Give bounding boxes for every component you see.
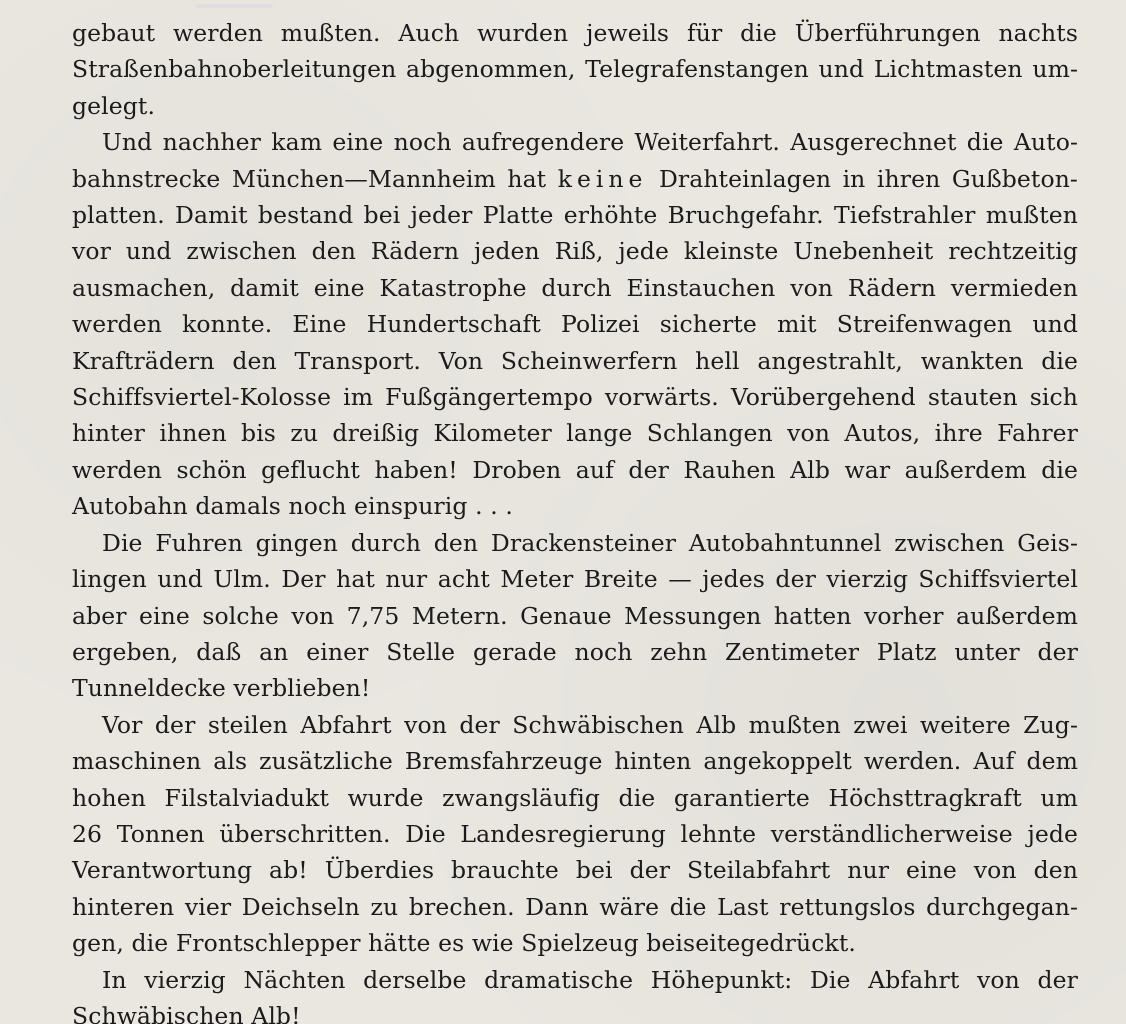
text-segment: bahnstrecke München—Mannheim hat xyxy=(72,164,547,193)
text-segment: Drahteinlagen in ihren Gußbeton- xyxy=(658,164,1078,193)
text-line: 26 Tonnen überschritten. Die Landesregierung lehnte verständlicherweise jede xyxy=(72,819,1078,848)
text-line: aber eine solche von 7,75 Metern. Genaue Messungen hatten vorher außerdem xyxy=(72,601,1078,630)
paragraph-5 xyxy=(72,962,1078,1024)
text-line: Autobahn damals noch einspurig . . . xyxy=(72,492,513,521)
text-line-with-emphasis xyxy=(72,161,1078,197)
text-line: Und nachher kam eine noch aufregendere Weiterfahrt. Ausgerechnet die Auto- xyxy=(102,128,1078,157)
paragraph-4 xyxy=(72,707,1078,962)
text-line: platten. Damit bestand bei jeder Platte erhöhte Bruchgefahr. Tiefstrahler mußten xyxy=(72,201,1078,230)
text-line: vor und zwischen den Rädern jeden Riß, jede kleinste Unebenheit rechtzeitig xyxy=(72,237,1078,266)
text-line: ergeben, daß an einer Stelle gerade noch zehn Zentimeter Platz unter der xyxy=(72,637,1078,666)
text-column xyxy=(72,15,1078,1024)
text-line: Verantwortung ab! Überdies brauchte bei der Steilabfahrt nur eine von den xyxy=(72,856,1078,885)
text-line: Schwäbischen Alb! xyxy=(72,1001,301,1024)
emphasized-word: keine xyxy=(557,164,648,193)
text-line: In vierzig Nächten derselbe dramatische Höhepunkt: Die Abfahrt von der xyxy=(102,965,1078,994)
text-line: Vor der steilen Abfahrt von der Schwäbischen Alb mußten zwei weitere Zug- xyxy=(102,710,1078,739)
text-line: Schiffsviertel-Kolosse im Fußgängertempo vorwärts. Vorübergehend stauten sich xyxy=(72,383,1078,412)
paper-scuff-mark xyxy=(195,4,273,8)
text-line: Straßenbahnoberleitungen abgenommen, Telegrafenstangen und Lichtmasten um- xyxy=(72,55,1078,84)
text-line: werden konnte. Eine Hundertschaft Polizei sicherte mit Streifenwagen und xyxy=(72,310,1078,339)
text-line: Tunneldecke verblieben! xyxy=(72,674,371,703)
text-line: lingen und Ulm. Der hat nur acht Meter Breite — jedes der vierzig Schiffsviertel xyxy=(72,565,1078,594)
text-line: werden schön geflucht haben! Droben auf der Rauhen Alb war außerdem die xyxy=(72,455,1078,484)
text-line: Die Fuhren gingen durch den Drackensteiner Autobahntunnel zwischen Geis- xyxy=(102,528,1078,557)
paragraph-3 xyxy=(72,525,1078,707)
text-line: gen, die Frontschlepper hätte es wie Spielzeug beiseitegedrückt. xyxy=(72,929,856,958)
text-line: gelegt. xyxy=(72,91,156,120)
text-line: gebaut werden mußten. Auch wurden jeweils für die Überführungen nachts xyxy=(72,19,1078,47)
text-line: hinter ihnen bis zu dreißig Kilometer lange Schlangen von Autos, ihre Fahrer xyxy=(72,419,1078,448)
paragraph-1 xyxy=(72,15,1078,124)
text-line: maschinen als zusätzliche Bremsfahrzeuge hinten angekoppelt werden. Auf dem xyxy=(72,747,1078,776)
text-line: ausmachen, damit eine Katastrophe durch Einstauchen von Rädern vermieden xyxy=(72,273,1078,302)
text-line: hohen Filstalviadukt wurde zwangsläufig die garantierte Höchsttragkraft um xyxy=(72,783,1078,812)
text-line: hinteren vier Deichseln zu brechen. Dann wäre die Last rettungslos durchgegan- xyxy=(72,892,1078,921)
text-line: Krafträdern den Transport. Von Scheinwerfern hell angestrahlt, wankten die xyxy=(72,346,1078,375)
paragraph-2 xyxy=(72,124,1078,524)
